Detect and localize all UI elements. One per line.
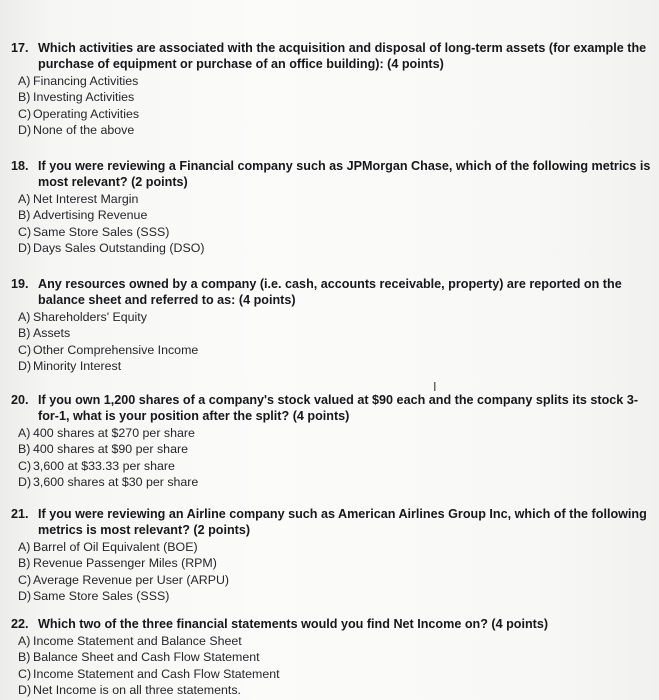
option-letter: B) bbox=[18, 326, 31, 341]
option-text: Average Revenue per User (ARPU) bbox=[33, 572, 230, 587]
option-text: Income Statement and Cash Flow Statement bbox=[33, 666, 280, 681]
option-text: Net Interest Margin bbox=[33, 192, 139, 206]
question-17 bbox=[0, 40, 659, 139]
question-text: Which two of the three financial statements would you find Net Income on? (4 points) bbox=[38, 617, 549, 631]
option-d[interactable] bbox=[0, 240, 659, 256]
option-letter: A) bbox=[18, 634, 31, 648]
question-19 bbox=[0, 276, 659, 375]
option-c[interactable] bbox=[0, 572, 659, 588]
option-list bbox=[0, 191, 659, 257]
question-number: 19. bbox=[11, 277, 29, 291]
option-b[interactable] bbox=[0, 207, 659, 223]
option-c[interactable] bbox=[0, 106, 659, 122]
option-letter: C) bbox=[18, 106, 32, 121]
option-letter: D) bbox=[18, 123, 32, 138]
option-letter: D) bbox=[18, 241, 32, 256]
option-letter: C) bbox=[18, 666, 32, 681]
question-stem bbox=[0, 506, 659, 538]
option-b[interactable] bbox=[0, 555, 659, 571]
option-text: Investing Activities bbox=[33, 90, 135, 105]
option-letter: A) bbox=[18, 74, 31, 88]
option-letter: D) bbox=[18, 359, 32, 374]
option-letter: D) bbox=[18, 683, 32, 698]
option-text: Net Income is on all three statements. bbox=[33, 683, 241, 698]
option-text: Operating Activities bbox=[33, 106, 140, 121]
option-text: Revenue Passenger Miles (RPM) bbox=[33, 556, 217, 571]
option-c[interactable] bbox=[0, 342, 659, 358]
option-list bbox=[0, 425, 659, 491]
question-22 bbox=[0, 616, 659, 699]
option-text: Balance Sheet and Cash Flow Statement bbox=[33, 650, 260, 665]
option-text: 400 shares at $270 per share bbox=[33, 426, 195, 440]
question-18 bbox=[0, 158, 659, 257]
option-text: Minority Interest bbox=[33, 359, 122, 374]
option-c[interactable] bbox=[0, 458, 659, 474]
option-text: Same Store Sales (SSS) bbox=[33, 224, 170, 239]
option-text: 3,600 at $33.33 per share bbox=[33, 458, 175, 473]
option-list bbox=[0, 309, 659, 375]
option-text: Advertising Revenue bbox=[33, 208, 148, 223]
option-d[interactable] bbox=[0, 358, 659, 374]
question-text: If you were reviewing an Airline company such as American Airlines Group Inc, which of the following metrics is most relevant? (2 points) bbox=[38, 507, 647, 537]
option-text: Shareholders' Equity bbox=[33, 310, 147, 324]
option-letter: C) bbox=[18, 458, 32, 473]
option-text: None of the above bbox=[33, 123, 135, 138]
option-a[interactable] bbox=[0, 191, 659, 207]
option-list bbox=[0, 633, 659, 699]
question-text: If you own 1,200 shares of a company's stock valued at $90 each and the company splits its stock 3-for-1, what is your position after the split? (4 points) bbox=[38, 393, 639, 423]
option-letter: B) bbox=[18, 650, 31, 665]
option-a[interactable] bbox=[0, 73, 659, 89]
option-text: Other Comprehensive Income bbox=[33, 342, 199, 357]
option-text: Same Store Sales (SSS) bbox=[33, 589, 170, 604]
question-text: Any resources owned by a company (i.e. cash, accounts receivable, property) are reported on the balance sheet and referred to as: (4 points) bbox=[38, 277, 622, 307]
question-number: 22. bbox=[11, 617, 29, 631]
option-d[interactable] bbox=[0, 588, 659, 604]
option-b[interactable] bbox=[0, 89, 659, 105]
option-letter: A) bbox=[18, 426, 31, 440]
option-letter: C) bbox=[18, 342, 32, 357]
option-a[interactable] bbox=[0, 425, 659, 441]
question-number: 17. bbox=[11, 41, 29, 55]
question-stem bbox=[0, 616, 659, 632]
question-20 bbox=[0, 392, 659, 491]
option-d[interactable] bbox=[0, 682, 659, 698]
option-list bbox=[0, 73, 659, 139]
option-c[interactable] bbox=[0, 666, 659, 682]
option-letter: A) bbox=[18, 310, 31, 324]
option-d[interactable] bbox=[0, 122, 659, 138]
option-text: Days Sales Outstanding (DSO) bbox=[33, 241, 205, 256]
option-b[interactable] bbox=[0, 325, 659, 341]
option-text: Income Statement and Balance Sheet bbox=[33, 634, 242, 648]
question-number: 21. bbox=[11, 507, 29, 521]
option-text: Barrel of Oil Equivalent (BOE) bbox=[33, 540, 198, 554]
option-letter: D) bbox=[18, 589, 32, 604]
question-stem bbox=[0, 40, 659, 72]
question-number: 20. bbox=[11, 393, 29, 407]
option-b[interactable] bbox=[0, 649, 659, 665]
option-letter: A) bbox=[18, 540, 31, 554]
option-letter: A) bbox=[18, 192, 31, 206]
option-d[interactable] bbox=[0, 474, 659, 490]
option-c[interactable] bbox=[0, 224, 659, 240]
option-letter: C) bbox=[18, 572, 32, 587]
option-text: 400 shares at $90 per share bbox=[33, 442, 188, 457]
question-stem bbox=[0, 392, 659, 424]
option-text: Financing Activities bbox=[33, 74, 139, 88]
option-a[interactable] bbox=[0, 633, 659, 649]
option-letter: B) bbox=[18, 556, 31, 571]
question-stem bbox=[0, 158, 659, 190]
question-text: If you were reviewing a Financial company such as JPMorgan Chase, which of the following metrics is most relevant? (2 points) bbox=[38, 159, 651, 189]
question-number: 18. bbox=[11, 159, 29, 173]
question-stem bbox=[0, 276, 659, 308]
option-b[interactable] bbox=[0, 441, 659, 457]
option-letter: B) bbox=[18, 90, 31, 105]
option-letter: C) bbox=[18, 224, 32, 239]
option-text: 3,600 shares at $30 per share bbox=[33, 475, 199, 490]
option-text: Assets bbox=[33, 326, 71, 341]
option-a[interactable] bbox=[0, 309, 659, 325]
option-letter: D) bbox=[18, 475, 32, 490]
question-text: Which activities are associated with the acquisition and disposal of long-term assets (for example the purchase of equipment or purchase of an office building): (4 points) bbox=[38, 41, 647, 71]
option-a[interactable] bbox=[0, 539, 659, 555]
text-cursor-icon: I bbox=[433, 380, 437, 394]
option-list bbox=[0, 539, 659, 605]
option-letter: B) bbox=[18, 442, 31, 457]
question-21 bbox=[0, 506, 659, 605]
option-letter: B) bbox=[18, 208, 31, 223]
